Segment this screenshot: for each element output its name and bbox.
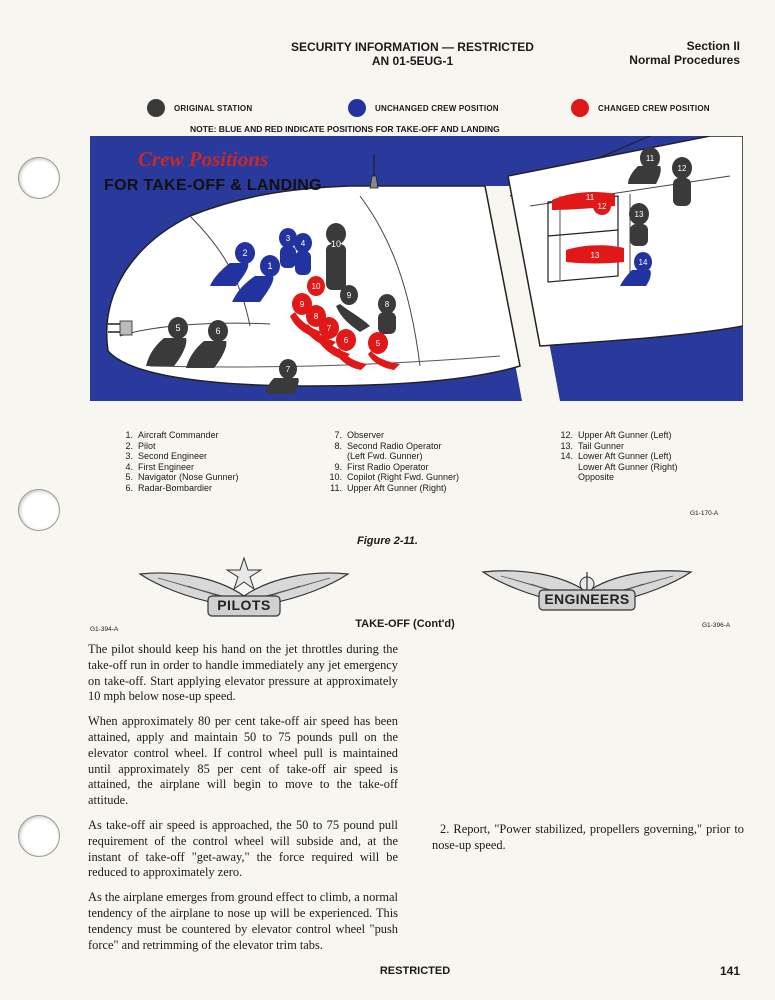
- svg-text:8: 8: [384, 300, 390, 309]
- crew-positions-diagram: [90, 136, 743, 401]
- crew-figure-10-changed: [307, 276, 325, 296]
- engineers-badge-label: ENGINEERS: [544, 591, 630, 607]
- svg-text:7: 7: [285, 365, 291, 374]
- crew-figure-12-changed: [593, 197, 611, 215]
- footer-classification: RESTRICTED: [379, 965, 451, 977]
- svg-text:3: 3: [285, 234, 291, 243]
- dark-dot-icon: [147, 99, 165, 117]
- legend-note: NOTE: BLUE AND RED INDICATE POSITIONS FOR TAKE-OFF AND LANDING: [190, 124, 500, 134]
- svg-text:5: 5: [375, 339, 381, 348]
- svg-text:9: 9: [299, 300, 305, 309]
- list-item: 12. Upper Aft Gunner (Left): [560, 430, 672, 440]
- crew-list-column-1: [116, 430, 239, 494]
- list-item: 11. Upper Aft Gunner (Right): [330, 482, 447, 493]
- paragraph: As the airplane emerges from ground effect to climb, a normal tendency of the airplane to nose up will be experienced. This tendency must be countered by elevator control wheel "push force" and retrimming of the elevator trim tabs.: [88, 890, 398, 952]
- crew-figure-4: [294, 233, 312, 275]
- engineers-badge-code: G1-396-A: [702, 622, 731, 629]
- svg-text:10: 10: [311, 282, 321, 291]
- crew-figure-12-original: [672, 157, 692, 206]
- section-title: Normal Procedures: [629, 53, 740, 67]
- list-item: 13. Tail Gunner: [560, 440, 625, 451]
- list-item: (Left Fwd. Gunner): [347, 451, 423, 462]
- list-item: 14. Lower Aft Gunner (Left): [560, 451, 672, 462]
- binder-hole-top: [18, 157, 60, 199]
- left-column-text: [88, 642, 398, 962]
- pilots-badge-code: G1-394-A: [90, 626, 119, 633]
- red-dot-icon: [571, 99, 589, 117]
- svg-text:12: 12: [597, 202, 607, 211]
- section-header: [560, 39, 740, 67]
- crew-list-column-3: [556, 430, 678, 483]
- list-item: 2. Pilot: [125, 440, 156, 451]
- svg-text:6: 6: [343, 336, 349, 345]
- legend-changed-position: [571, 98, 710, 118]
- svg-text:7: 7: [326, 324, 332, 333]
- security-marking: SECURITY INFORMATION — RESTRICTED: [291, 40, 534, 54]
- svg-text:8: 8: [313, 312, 319, 321]
- paragraph: As take-off air speed is approached, the 50 to 75 pound pull requirement of the control wheel will subside and, at the instant of take-off "get-away," the force required will be reduced to approximately zero.: [88, 817, 398, 880]
- crew-figure-8-original: [378, 294, 396, 334]
- svg-text:4: 4: [300, 239, 306, 248]
- blue-dot-icon: [348, 99, 366, 117]
- svg-text:12: 12: [677, 164, 687, 173]
- legend-label: CHANGED CREW POSITION: [598, 103, 710, 113]
- legend-label: UNCHANGED CREW POSITION: [375, 103, 499, 113]
- list-item: 6. Radar-Bombardier: [125, 482, 213, 493]
- legend-label: ORIGINAL STATION: [174, 103, 253, 113]
- list-item: 7. Observer: [334, 430, 385, 440]
- paragraph: When approximately 80 per cent take-off air speed has been attained, apply and maintain 50 to 75 pounds pull on the elevator control wheel. If control wheel pull is maintained until approximately 85 per cent of take-off air speed is attained, the airplane will begin to move to the take-off attitude.: [88, 714, 398, 808]
- list-item: 10. Copilot (Right Fwd. Gunner): [329, 472, 460, 483]
- svg-text:11: 11: [645, 154, 655, 163]
- svg-text:13: 13: [590, 251, 600, 260]
- page-header: [240, 40, 585, 68]
- list-item: 4. First Engineer: [125, 461, 195, 472]
- legend-unchanged-position: [348, 98, 499, 118]
- aircraft-cutaway-illustration: [90, 136, 743, 401]
- crew-figure-10-original: [326, 223, 346, 290]
- pilots-wings-badge: [138, 556, 350, 622]
- list-item: Opposite: [578, 472, 615, 483]
- right-column-text: [432, 822, 744, 863]
- svg-text:10: 10: [330, 239, 342, 249]
- paragraph: 2. Report, "Power stabilized, propellers governing," prior to nose-up speed.: [432, 822, 744, 852]
- figure-code: G1-170-A: [690, 510, 719, 517]
- diagram-title: Crew Positions: [138, 147, 269, 171]
- svg-text:9: 9: [346, 291, 352, 300]
- paragraph: The pilot should keep his hand on the jet throttles during the take-off run in order to handle immediately any jet emergency on take-off. Start applying elevator pressure at approximately 10 mph below nose-up speed.: [88, 642, 398, 704]
- svg-text:5: 5: [175, 323, 181, 333]
- list-item: 1. Aircraft Commander: [125, 430, 219, 440]
- crew-list-column-2: [325, 430, 459, 494]
- list-item: 8. Second Radio Operator: [334, 440, 442, 451]
- section-heading: TAKE-OFF (Cont'd): [355, 618, 455, 630]
- list-item: Lower Aft Gunner (Right): [578, 461, 678, 472]
- svg-text:1: 1: [267, 261, 273, 271]
- page-number: 141: [719, 964, 740, 978]
- diagram-subtitle: FOR TAKE-OFF & LANDING: [104, 177, 322, 194]
- list-item: 5. Navigator (Nose Gunner): [125, 472, 239, 483]
- crew-figure-13-changed: [566, 245, 624, 263]
- list-item: 9. First Radio Operator: [334, 461, 429, 472]
- document-number: AN 01-5EUG-1: [371, 54, 454, 68]
- section-number: Section II: [686, 39, 740, 53]
- svg-text:2: 2: [242, 248, 248, 258]
- svg-text:11: 11: [585, 193, 595, 202]
- pilots-badge-label: PILOTS: [217, 597, 271, 613]
- engineers-wings-badge: [481, 562, 693, 622]
- legend-original-station: [147, 98, 252, 118]
- list-item: 3. Second Engineer: [125, 451, 208, 462]
- binder-hole-bottom: [18, 815, 60, 857]
- svg-text:14: 14: [638, 258, 648, 267]
- binder-hole-middle: [18, 489, 60, 531]
- svg-text:6: 6: [215, 326, 221, 336]
- figure-caption: Figure 2-11.: [357, 535, 418, 547]
- svg-text:13: 13: [634, 210, 644, 219]
- crew-figure-3: [279, 228, 297, 268]
